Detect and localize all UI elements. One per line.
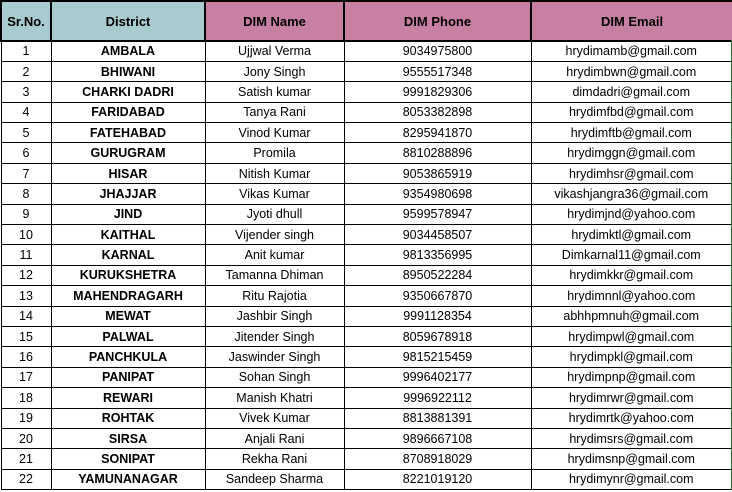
cell-dim-phone: 9034458507: [344, 225, 531, 245]
cell-dim-name: Anit kumar: [205, 245, 344, 265]
cell-district: HISAR: [51, 163, 205, 183]
cell-dim-phone: 8708918029: [344, 449, 531, 469]
cell-dim-name: Sohan Singh: [205, 367, 344, 387]
cell-dim-phone: 8059678918: [344, 326, 531, 346]
cell-dim-name: Vijender singh: [205, 225, 344, 245]
cell-dim-name: Jitender Singh: [205, 326, 344, 346]
header-dim-name: DIM Name: [205, 1, 344, 41]
cell-dim-phone: 8295941870: [344, 123, 531, 143]
table-row: [1, 306, 732, 326]
cell-sr-no: 11: [1, 245, 51, 265]
cell-dim-phone: 9996922112: [344, 388, 531, 408]
cell-sr-no: 8: [1, 184, 51, 204]
cell-dim-phone: 8950522284: [344, 265, 531, 285]
cell-district: PANCHKULA: [51, 347, 205, 367]
cell-sr-no: 2: [1, 61, 51, 81]
cell-dim-phone: 9053865919: [344, 163, 531, 183]
cell-district: KURUKSHETRA: [51, 265, 205, 285]
cell-sr-no: 12: [1, 265, 51, 285]
cell-dim-email: hrydimkkr@gmail.com: [531, 265, 732, 285]
cell-dim-name: Ritu Rajotia: [205, 286, 344, 306]
cell-dim-name: Sandeep Sharma: [205, 469, 344, 489]
cell-district: ROHTAK: [51, 408, 205, 428]
cell-district: MAHENDRAGARH: [51, 286, 205, 306]
cell-dim-phone: 8221019120: [344, 469, 531, 489]
cell-district: MEWAT: [51, 306, 205, 326]
table-row: [1, 41, 732, 61]
table-row: [1, 61, 732, 81]
cell-district: FARIDABAD: [51, 102, 205, 122]
cell-dim-phone: 9350667870: [344, 286, 531, 306]
cell-dim-name: Tanya Rani: [205, 102, 344, 122]
cell-dim-name: Jony Singh: [205, 61, 344, 81]
table-body: [1, 41, 732, 490]
cell-dim-phone: 9555517348: [344, 61, 531, 81]
cell-district: YAMUNANAGAR: [51, 469, 205, 489]
table-row: [1, 82, 732, 102]
cell-sr-no: 4: [1, 102, 51, 122]
cell-sr-no: 3: [1, 82, 51, 102]
cell-dim-name: Promila: [205, 143, 344, 163]
table-row: [1, 367, 732, 387]
cell-dim-name: Jyoti dhull: [205, 204, 344, 224]
cell-district: KAITHAL: [51, 225, 205, 245]
cell-dim-name: Rekha Rani: [205, 449, 344, 469]
cell-sr-no: 5: [1, 123, 51, 143]
table-row: [1, 102, 732, 122]
table-row: [1, 204, 732, 224]
cell-dim-phone: 9991829306: [344, 82, 531, 102]
cell-dim-name: Nitish Kumar: [205, 163, 344, 183]
cell-dim-email: hrydimggn@gmail.com: [531, 143, 732, 163]
cell-dim-email: hrydimktl@gmail.com: [531, 225, 732, 245]
table-row: [1, 143, 732, 163]
cell-district: GURUGRAM: [51, 143, 205, 163]
header-dim-phone: DIM Phone: [344, 1, 531, 41]
cell-dim-phone: 9991128354: [344, 306, 531, 326]
table-row: [1, 163, 732, 183]
cell-dim-email: hrydimpwl@gmail.com: [531, 326, 732, 346]
cell-dim-email: hrydimpkl@gmail.com: [531, 347, 732, 367]
cell-dim-phone: 8053382898: [344, 102, 531, 122]
cell-sr-no: 1: [1, 41, 51, 61]
cell-sr-no: 7: [1, 163, 51, 183]
cell-dim-phone: 8810288896: [344, 143, 531, 163]
cell-dim-email: abhhpmnuh@gmail.com: [531, 306, 732, 326]
header-district: District: [51, 1, 205, 41]
cell-dim-email: hrydimhsr@gmail.com: [531, 163, 732, 183]
cell-dim-email: hrydimftb@gmail.com: [531, 123, 732, 143]
cell-dim-email: hrydimrtk@yahoo.com: [531, 408, 732, 428]
header-sr-no: Sr.No.: [1, 1, 51, 41]
cell-dim-name: Jashbir Singh: [205, 306, 344, 326]
cell-dim-email: hrydimfbd@gmail.com: [531, 102, 732, 122]
cell-dim-email: hrydimamb@gmail.com: [531, 41, 732, 61]
cell-sr-no: 22: [1, 469, 51, 489]
cell-district: SONIPAT: [51, 449, 205, 469]
cell-district: REWARI: [51, 388, 205, 408]
cell-sr-no: 20: [1, 428, 51, 448]
cell-dim-email: hrydimsnp@gmail.com: [531, 449, 732, 469]
cell-district: SIRSA: [51, 428, 205, 448]
cell-dim-phone: 9815215459: [344, 347, 531, 367]
cell-sr-no: 6: [1, 143, 51, 163]
table-row: [1, 326, 732, 346]
table-row: [1, 123, 732, 143]
cell-dim-name: Satish kumar: [205, 82, 344, 102]
cell-district: JHAJJAR: [51, 184, 205, 204]
cell-sr-no: 18: [1, 388, 51, 408]
cell-dim-name: Manish Khatri: [205, 388, 344, 408]
cell-sr-no: 21: [1, 449, 51, 469]
cell-district: KARNAL: [51, 245, 205, 265]
cell-dim-phone: 9996402177: [344, 367, 531, 387]
cell-dim-email: hrydimnnl@yahoo.com: [531, 286, 732, 306]
cell-dim-name: Jaswinder Singh: [205, 347, 344, 367]
cell-sr-no: 16: [1, 347, 51, 367]
cell-dim-email: Dimkarnal11@gmail.com: [531, 245, 732, 265]
cell-sr-no: 19: [1, 408, 51, 428]
cell-district: JIND: [51, 204, 205, 224]
table-row: [1, 347, 732, 367]
cell-dim-name: Ujjwal Verma: [205, 41, 344, 61]
header-row: [1, 1, 732, 41]
table-row: [1, 449, 732, 469]
cell-district: PALWAL: [51, 326, 205, 346]
cell-dim-name: Tamanna Dhiman: [205, 265, 344, 285]
cell-dim-name: Vinod Kumar: [205, 123, 344, 143]
table-row: [1, 469, 732, 489]
table-row: [1, 245, 732, 265]
cell-district: FATEHABAD: [51, 123, 205, 143]
cell-dim-email: hrydimbwn@gmail.com: [531, 61, 732, 81]
cell-dim-name: Anjali Rani: [205, 428, 344, 448]
cell-district: AMBALA: [51, 41, 205, 61]
table-row: [1, 388, 732, 408]
cell-dim-email: hrydimsrs@gmail.com: [531, 428, 732, 448]
cell-dim-email: hrydimpnp@gmail.com: [531, 367, 732, 387]
cell-sr-no: 14: [1, 306, 51, 326]
cell-dim-phone: 9813356995: [344, 245, 531, 265]
table-row: [1, 265, 732, 285]
cell-dim-email: hrydimjnd@yahoo.com: [531, 204, 732, 224]
cell-dim-email: dimdadri@gmail.com: [531, 82, 732, 102]
cell-district: BHIWANI: [51, 61, 205, 81]
cell-sr-no: 15: [1, 326, 51, 346]
cell-dim-name: Vikas Kumar: [205, 184, 344, 204]
cell-sr-no: 10: [1, 225, 51, 245]
cell-dim-email: hrydimrwr@gmail.com: [531, 388, 732, 408]
table-row: [1, 225, 732, 245]
cell-sr-no: 9: [1, 204, 51, 224]
cell-dim-phone: 9034975800: [344, 41, 531, 61]
table-row: [1, 184, 732, 204]
cell-district: CHARKI DADRI: [51, 82, 205, 102]
table-row: [1, 428, 732, 448]
header-dim-email: DIM Email: [531, 1, 732, 41]
cell-dim-email: hrydimynr@gmail.com: [531, 469, 732, 489]
cell-dim-phone: 9354980698: [344, 184, 531, 204]
cell-dim-email: vikashjangra36@gmail.com: [531, 184, 732, 204]
cell-dim-name: Vivek Kumar: [205, 408, 344, 428]
cell-sr-no: 17: [1, 367, 51, 387]
table-row: [1, 408, 732, 428]
cell-dim-phone: 9599578947: [344, 204, 531, 224]
cell-dim-phone: 8813881391: [344, 408, 531, 428]
cell-dim-phone: 9896667108: [344, 428, 531, 448]
cell-district: PANIPAT: [51, 367, 205, 387]
table-row: [1, 286, 732, 306]
cell-sr-no: 13: [1, 286, 51, 306]
